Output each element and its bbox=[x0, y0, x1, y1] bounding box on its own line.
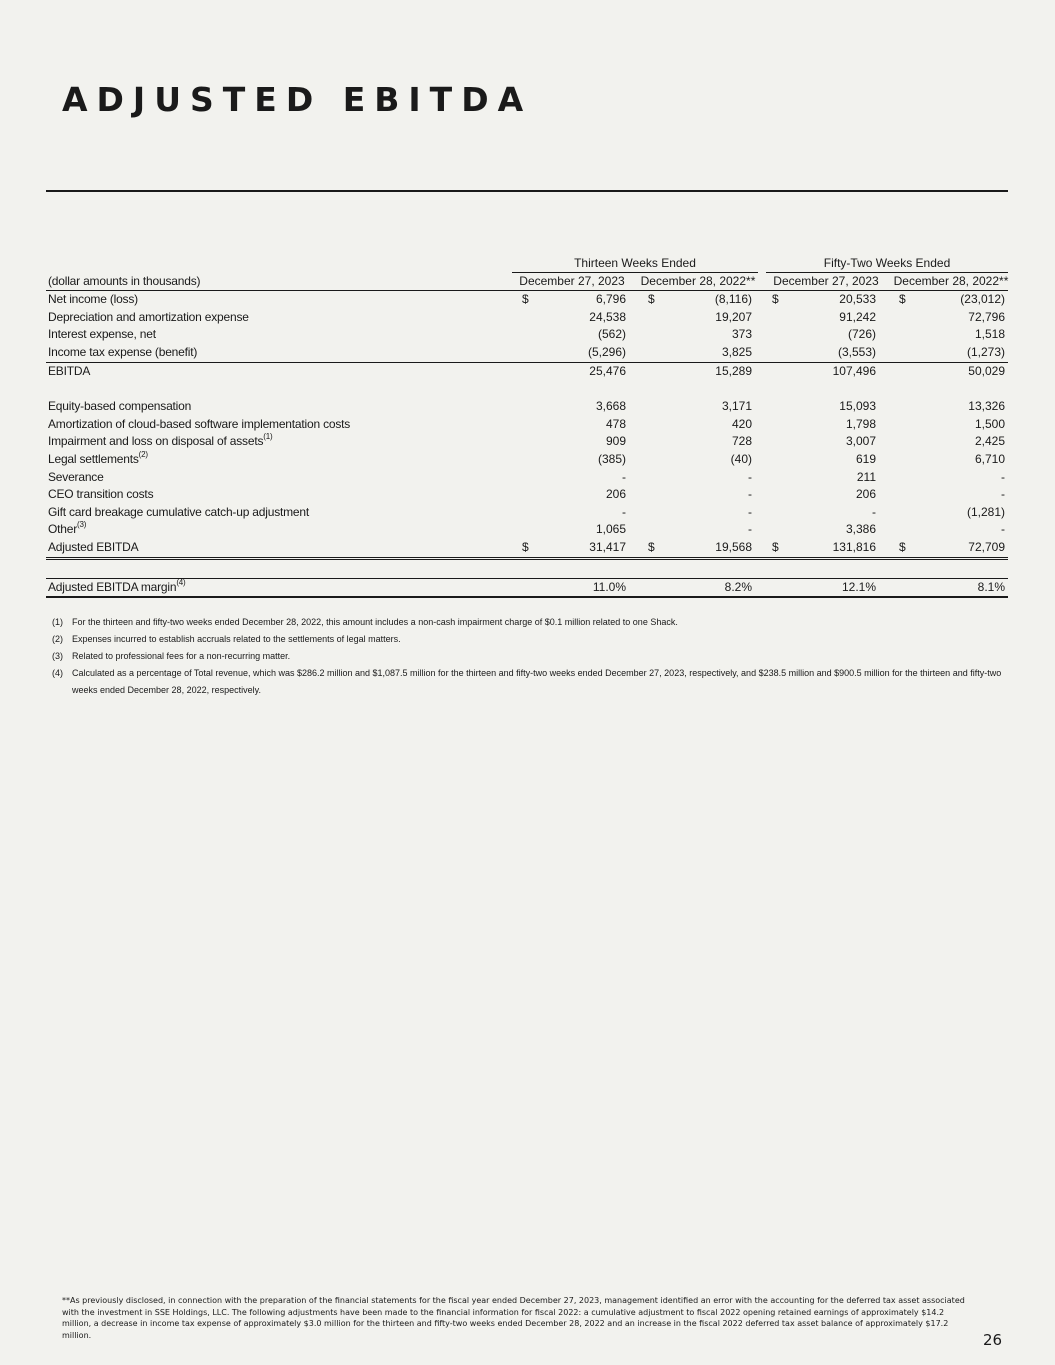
row-label-wrap bbox=[48, 451, 148, 469]
table-row bbox=[46, 416, 1008, 434]
table-cell: 2,425 bbox=[974, 434, 1005, 449]
footnote-marker: (1) bbox=[263, 432, 273, 442]
group-header-row bbox=[46, 255, 1008, 273]
table-cell: 31,417 bbox=[589, 539, 626, 554]
table-cell: 206 bbox=[855, 487, 876, 502]
table-cell: (40) bbox=[730, 451, 752, 466]
row-label: Depreciation and amortization expense bbox=[48, 309, 249, 324]
table-cell: - bbox=[1001, 487, 1005, 502]
table-cell: 107,496 bbox=[832, 363, 876, 378]
table-cell: 1,798 bbox=[845, 416, 876, 431]
table-cell: 619 bbox=[855, 451, 876, 466]
adjusted-ebitda-table bbox=[46, 255, 1008, 598]
table-cell: 3,386 bbox=[845, 522, 876, 537]
table-cell: 15,289 bbox=[715, 363, 752, 378]
table-cell: (1,273) bbox=[966, 344, 1005, 359]
group-header-fifty-two-weeks: Fifty-Two Weeks Ended bbox=[823, 256, 951, 270]
table-row bbox=[46, 398, 1008, 416]
column-header: December 27, 2023 bbox=[519, 273, 625, 288]
row-label: CEO transition costs bbox=[48, 487, 154, 502]
row-label: Gift card breakage cumulative catch-up adjustment bbox=[48, 504, 310, 519]
table-row bbox=[46, 521, 1008, 539]
table-cell: (8,116) bbox=[714, 292, 752, 307]
table-cell: 8.2% bbox=[724, 579, 752, 594]
footnote-text: Related to professional fees for a non-recurring matter. bbox=[72, 651, 291, 661]
table-cell: (385) bbox=[597, 451, 626, 466]
table-cell: 19,568 bbox=[715, 539, 752, 554]
row-label-wrap bbox=[48, 433, 272, 451]
table-cell: - bbox=[748, 522, 752, 537]
table-cell: 50,029 bbox=[968, 363, 1005, 378]
table-row bbox=[46, 451, 1008, 469]
table-cell: 15,093 bbox=[839, 399, 876, 414]
table-cell: 211 bbox=[856, 469, 876, 484]
table-cell: (1,281) bbox=[966, 504, 1005, 519]
table-cell: 3,171 bbox=[721, 399, 752, 414]
column-header: December 27, 2023 bbox=[773, 273, 879, 288]
row-label: Legal settlements bbox=[48, 451, 139, 466]
table-cell: 72,796 bbox=[968, 309, 1005, 324]
table-row bbox=[46, 363, 1008, 381]
table-row bbox=[46, 504, 1008, 522]
table-cell: 8.1% bbox=[977, 579, 1005, 594]
row-label: Interest expense, net bbox=[48, 327, 156, 342]
table-cell: 20,533 bbox=[839, 292, 876, 307]
table-cell: 1,518 bbox=[974, 327, 1005, 342]
table-cell: - bbox=[748, 504, 752, 519]
footnote bbox=[52, 631, 1002, 648]
table-cell: 19,207 bbox=[715, 309, 752, 324]
table-cell: - bbox=[622, 469, 626, 484]
table-row bbox=[46, 469, 1008, 487]
table-row bbox=[46, 433, 1008, 451]
table-cell: (23,012) bbox=[960, 292, 1005, 307]
row-label: Net income (loss) bbox=[48, 292, 138, 307]
table-row bbox=[46, 309, 1008, 327]
table-cell: 3,825 bbox=[721, 344, 752, 359]
row-spacer bbox=[46, 560, 1008, 578]
page-number: 26 bbox=[983, 1331, 1003, 1349]
footnote-text: Calculated as a percentage of Total revenue, which was $286.2 million and $1,087.5 million for the thirteen and fifty-two weeks ended December 27, 2023, respectively, and $238.5 million and $900.5 million for the thirteen and fifty-two weeks ended December 28, 2022, respectively. bbox=[72, 668, 1002, 695]
row-label: Other bbox=[48, 522, 78, 537]
footnote-number: (3) bbox=[52, 651, 63, 661]
table-cell: 72,709 bbox=[968, 539, 1005, 554]
table-cell: 909 bbox=[605, 434, 626, 449]
group-header-thirteen-weeks: Thirteen Weeks Ended bbox=[574, 256, 696, 270]
row-label: Adjusted EBITDA bbox=[48, 539, 139, 554]
footnote-text: For the thirteen and fifty-two weeks ended December 28, 2022, this amount includes a non-cash impairment charge of $0.1 million related to one Shack. bbox=[72, 617, 678, 627]
table-cell: - bbox=[1001, 522, 1005, 537]
table-cell: 6,796 bbox=[595, 292, 626, 307]
table-row bbox=[46, 539, 1008, 560]
footnote bbox=[52, 665, 1002, 699]
table-cell: (3,553) bbox=[837, 344, 876, 359]
currency-symbol: $ bbox=[522, 539, 529, 554]
currency-symbol: $ bbox=[772, 539, 779, 554]
table-row bbox=[46, 486, 1008, 504]
table-cell: 6,710 bbox=[974, 451, 1005, 466]
table-cell: (562) bbox=[597, 327, 626, 342]
table-cell: - bbox=[872, 504, 876, 519]
footnote-marker: (2) bbox=[138, 449, 148, 459]
title-divider bbox=[46, 190, 1008, 192]
table-cell: 1,065 bbox=[595, 522, 626, 537]
table-cell: 24,538 bbox=[589, 309, 626, 324]
footnote bbox=[52, 648, 1002, 665]
table-cell: 3,668 bbox=[595, 399, 626, 414]
table-cell: 131,816 bbox=[832, 539, 876, 554]
page-title: ADJUSTED EBITDA bbox=[62, 80, 533, 119]
table-cell: 13,326 bbox=[968, 399, 1005, 414]
table-cell: 206 bbox=[605, 487, 626, 502]
table-cell: 1,500 bbox=[974, 416, 1005, 431]
footnotes bbox=[52, 614, 1002, 699]
row-label: Severance bbox=[48, 469, 104, 484]
row-spacer bbox=[46, 380, 1008, 398]
footnote-number: (1) bbox=[52, 617, 63, 627]
footnote-marker: (3) bbox=[77, 520, 87, 530]
table-cell: - bbox=[748, 469, 752, 484]
row-label: Adjusted EBITDA margin bbox=[48, 579, 177, 594]
row-label-wrap bbox=[48, 521, 86, 539]
column-header-row bbox=[46, 273, 1008, 292]
row-label: Equity-based compensation bbox=[48, 399, 192, 414]
footnote-number: (2) bbox=[52, 634, 63, 644]
currency-symbol: $ bbox=[648, 292, 655, 307]
table-row bbox=[46, 326, 1008, 344]
units-label: (dollar amounts in thousands) bbox=[48, 273, 201, 288]
table-row bbox=[46, 578, 1008, 599]
table-cell: 728 bbox=[731, 434, 752, 449]
row-label-wrap bbox=[48, 579, 186, 597]
currency-symbol: $ bbox=[648, 539, 655, 554]
table-cell: 420 bbox=[731, 416, 752, 431]
row-label: Impairment and loss on disposal of assets bbox=[48, 434, 264, 449]
row-label: EBITDA bbox=[48, 363, 91, 378]
table-cell: 478 bbox=[605, 416, 626, 431]
table-cell: - bbox=[1001, 469, 1005, 484]
currency-symbol: $ bbox=[899, 292, 906, 307]
row-label: Income tax expense (benefit) bbox=[48, 344, 198, 359]
table-cell: 91,242 bbox=[839, 309, 876, 324]
currency-symbol: $ bbox=[772, 292, 779, 307]
restatement-footer-note: **As previously disclosed, in connection with the preparation of the financial statements for the fiscal year ended December 27, 2023, management identified an error with the accounting for the deferred tax asset associated with the investment in SSE Holdings, LLC. The following adjustments have been made to the financial information for fiscal 2022: a cumulative adjustment to fiscal 2022 opening retained earnings of approximately $14.2 million, a decrease in income tax expense of approximately $3.0 million for the thirteen and fifty-two weeks ended December 28, 2022 and an increase in the fiscal 2022 deferred tax asset balance of approximately $17.2 million. bbox=[62, 1296, 965, 1340]
table-cell: 373 bbox=[731, 327, 752, 342]
table-row bbox=[46, 344, 1008, 363]
currency-symbol: $ bbox=[522, 292, 529, 307]
table-cell: 11.0% bbox=[592, 579, 626, 594]
row-label: Amortization of cloud-based software implementation costs bbox=[48, 416, 351, 431]
table-cell: (5,296) bbox=[587, 344, 626, 359]
footnote bbox=[52, 614, 1002, 631]
footnote-number: (4) bbox=[52, 668, 63, 678]
table-cell: 25,476 bbox=[589, 363, 626, 378]
table-cell: (726) bbox=[847, 327, 876, 342]
currency-symbol: $ bbox=[899, 539, 906, 554]
table-cell: - bbox=[622, 504, 626, 519]
column-header: December 28, 2022** bbox=[893, 273, 1009, 288]
table-cell: 3,007 bbox=[845, 434, 876, 449]
column-header: December 28, 2022** bbox=[640, 273, 756, 288]
footnote-marker: (4) bbox=[176, 577, 186, 587]
footnote-text: Expenses incurred to establish accruals related to the settlements of legal matters. bbox=[72, 634, 401, 644]
table-row bbox=[46, 291, 1008, 309]
table-cell: - bbox=[748, 487, 752, 502]
table-cell: 12.1% bbox=[841, 579, 876, 594]
